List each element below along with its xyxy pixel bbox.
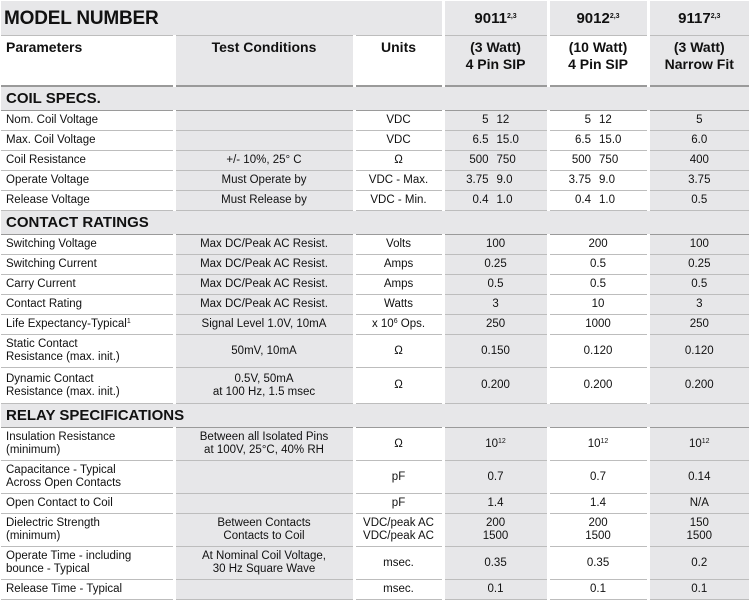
value-cell: $10^{12}$ xyxy=(548,428,648,461)
unit-cell: VDC - Min. xyxy=(354,191,443,211)
param-cell: Capacitance - Typical Across Open Contacts xyxy=(1,461,174,494)
value-cell: 0.4 1.0 xyxy=(443,191,548,211)
column-header-row xyxy=(1,36,749,87)
condition-cell: Max DC/Peak AC Resist. xyxy=(174,255,354,275)
value-cell: 250 xyxy=(648,315,749,335)
value-cell: 500 750 xyxy=(548,151,648,171)
table-row xyxy=(1,131,749,151)
table-row xyxy=(1,315,749,335)
value-cell: 5 xyxy=(648,111,749,131)
table-row xyxy=(1,428,749,461)
param-cell: Switching Voltage xyxy=(1,235,174,255)
condition-cell: Between Contacts Contacts to Coil xyxy=(174,514,354,547)
table-row xyxy=(1,151,749,171)
table-row xyxy=(1,368,749,404)
param-cell: Carry Current xyxy=(1,275,174,295)
param-cell: Insulation Resistance (minimum) xyxy=(1,428,174,461)
unit-cell: Ω xyxy=(354,368,443,404)
value-cell: 3 xyxy=(648,295,749,315)
value-cell: 0.150 xyxy=(443,335,548,368)
value-cell: $10^{12}$ xyxy=(648,428,749,461)
condition-cell: Signal Level 1.0V, 10mA xyxy=(174,315,354,335)
unit-cell: Volts xyxy=(354,235,443,255)
param-cell: Nom. Coil Voltage xyxy=(1,111,174,131)
value-cell: 100 xyxy=(648,235,749,255)
section-title: CONTACT RATINGS xyxy=(1,211,749,235)
value-cell: 0.35 xyxy=(548,547,648,580)
table-row xyxy=(1,255,749,275)
value-cell: 400 xyxy=(648,151,749,171)
value-cell: 150 1500 xyxy=(648,514,749,547)
table-row xyxy=(1,514,749,547)
condition-cell xyxy=(174,111,354,131)
condition-cell xyxy=(174,461,354,494)
relay-spec-table xyxy=(1,1,749,600)
param-cell: Release Voltage xyxy=(1,191,174,211)
value-cell: 6.5 15.0 xyxy=(548,131,648,151)
value-cell: 0.5 xyxy=(648,191,749,211)
param-cell: Dielectric Strength (minimum) xyxy=(1,514,174,547)
condition-cell xyxy=(174,131,354,151)
section-coil-specs xyxy=(1,86,749,111)
param-cell: Coil Resistance xyxy=(1,151,174,171)
value-cell: 0.2 xyxy=(648,547,749,580)
param-cell: Static Contact Resistance (max. init.) xyxy=(1,335,174,368)
value-cell: 3.75 9.0 xyxy=(443,171,548,191)
table-row xyxy=(1,191,749,211)
value-cell: 200 xyxy=(548,235,648,255)
unit-cell: x $10^6$ Ops. xyxy=(354,315,443,335)
table-row xyxy=(1,461,749,494)
condition-cell: Must Release by xyxy=(174,191,354,211)
model-9117: 9117$^{2,3}$ xyxy=(648,1,749,36)
param-cell: Contact Rating xyxy=(1,295,174,315)
param-cell: Max. Coil Voltage xyxy=(1,131,174,151)
value-cell: 10 xyxy=(548,295,648,315)
table-row xyxy=(1,235,749,255)
value-cell: 0.5 xyxy=(548,255,648,275)
param-cell: Switching Current xyxy=(1,255,174,275)
value-cell: 5 12 xyxy=(443,111,548,131)
value-cell: 1.4 xyxy=(443,494,548,514)
value-cell: 100 xyxy=(443,235,548,255)
table-row xyxy=(1,275,749,295)
value-cell: 0.200 xyxy=(648,368,749,404)
value-cell: 0.1 xyxy=(548,580,648,600)
value-cell: N/A xyxy=(648,494,749,514)
value-cell: 0.5 xyxy=(443,275,548,295)
table-row xyxy=(1,335,749,368)
value-cell: 500 750 xyxy=(443,151,548,171)
table-row xyxy=(1,547,749,580)
value-cell: 0.5 xyxy=(648,275,749,295)
value-cell: 0.200 xyxy=(443,368,548,404)
param-cell: Dynamic Contact Resistance (max. init.) xyxy=(1,368,174,404)
condition-cell xyxy=(174,580,354,600)
section-title: COIL SPECS. xyxy=(1,86,749,111)
value-cell: 200 1500 xyxy=(548,514,648,547)
unit-cell: Amps xyxy=(354,275,443,295)
param-cell: Release Time - Typical xyxy=(1,580,174,600)
section-title: RELAY SPECIFICATIONS xyxy=(1,404,749,428)
test-conditions-header: Test Conditions xyxy=(174,36,354,87)
unit-cell: pF xyxy=(354,461,443,494)
unit-cell: VDC xyxy=(354,131,443,151)
value-cell: 0.120 xyxy=(648,335,749,368)
value-cell: $10^{12}$ xyxy=(443,428,548,461)
model-number-label: MODEL NUMBER xyxy=(1,1,443,36)
value-cell: 3.75 xyxy=(648,171,749,191)
model-number-row xyxy=(1,1,749,36)
unit-cell: VDC/peak AC VDC/peak AC xyxy=(354,514,443,547)
value-cell: 250 xyxy=(443,315,548,335)
unit-cell: msec. xyxy=(354,580,443,600)
value-cell: 1000 xyxy=(548,315,648,335)
value-cell: 6.5 15.0 xyxy=(443,131,548,151)
condition-cell: Max DC/Peak AC Resist. xyxy=(174,235,354,255)
value-cell: 0.7 xyxy=(443,461,548,494)
units-header: Units xyxy=(354,36,443,87)
unit-cell: Watts xyxy=(354,295,443,315)
value-cell: 0.1 xyxy=(443,580,548,600)
condition-cell: 0.5V, 50mA at 100 Hz, 1.5 msec xyxy=(174,368,354,404)
model-9011: 9011$^{2,3}$ xyxy=(443,1,548,36)
table-row xyxy=(1,295,749,315)
table-row xyxy=(1,111,749,131)
condition-cell: Between all Isolated Pins at 100V, 25°C, 40% RH xyxy=(174,428,354,461)
unit-cell: VDC - Max. xyxy=(354,171,443,191)
table-row xyxy=(1,580,749,600)
unit-cell: Amps xyxy=(354,255,443,275)
value-cell: 0.35 xyxy=(443,547,548,580)
condition-cell: Max DC/Peak AC Resist. xyxy=(174,295,354,315)
condition-cell: At Nominal Coil Voltage, 30 Hz Square Wave xyxy=(174,547,354,580)
value-cell: 6.0 xyxy=(648,131,749,151)
value-cell: 3 xyxy=(443,295,548,315)
param-cell: Operate Voltage xyxy=(1,171,174,191)
condition-cell: Max DC/Peak AC Resist. xyxy=(174,275,354,295)
unit-cell: Ω xyxy=(354,151,443,171)
value-cell: 200 1500 xyxy=(443,514,548,547)
model-9012: 9012$^{2,3}$ xyxy=(548,1,648,36)
condition-cell: +/- 10%, 25° C xyxy=(174,151,354,171)
param-cell: Life Expectancy-Typical$^1$ xyxy=(1,315,174,335)
condition-cell xyxy=(174,494,354,514)
condition-cell: 50mV, 10mA xyxy=(174,335,354,368)
value-cell: 0.1 xyxy=(648,580,749,600)
model-9117-description: (3 Watt) Narrow Fit xyxy=(648,36,749,87)
unit-cell: Ω xyxy=(354,335,443,368)
value-cell: 1.4 xyxy=(548,494,648,514)
model-9012-description: (10 Watt) 4 Pin SIP xyxy=(548,36,648,87)
unit-cell: pF xyxy=(354,494,443,514)
value-cell: 0.25 xyxy=(648,255,749,275)
condition-cell: Must Operate by xyxy=(174,171,354,191)
value-cell: 3.75 9.0 xyxy=(548,171,648,191)
value-cell: 0.120 xyxy=(548,335,648,368)
table-row xyxy=(1,171,749,191)
section-contact-ratings xyxy=(1,211,749,235)
param-cell: Operate Time - including bounce - Typical xyxy=(1,547,174,580)
value-cell: 0.4 1.0 xyxy=(548,191,648,211)
table-row xyxy=(1,494,749,514)
value-cell: 0.200 xyxy=(548,368,648,404)
value-cell: 0.14 xyxy=(648,461,749,494)
unit-cell: Ω xyxy=(354,428,443,461)
model-9011-description: (3 Watt) 4 Pin SIP xyxy=(443,36,548,87)
value-cell: 0.5 xyxy=(548,275,648,295)
parameters-header: Parameters xyxy=(1,36,174,87)
unit-cell: VDC xyxy=(354,111,443,131)
value-cell: 0.25 xyxy=(443,255,548,275)
value-cell: 5 12 xyxy=(548,111,648,131)
unit-cell: msec. xyxy=(354,547,443,580)
param-cell: Open Contact to Coil xyxy=(1,494,174,514)
section-relay-specifications xyxy=(1,404,749,428)
value-cell: 0.7 xyxy=(548,461,648,494)
